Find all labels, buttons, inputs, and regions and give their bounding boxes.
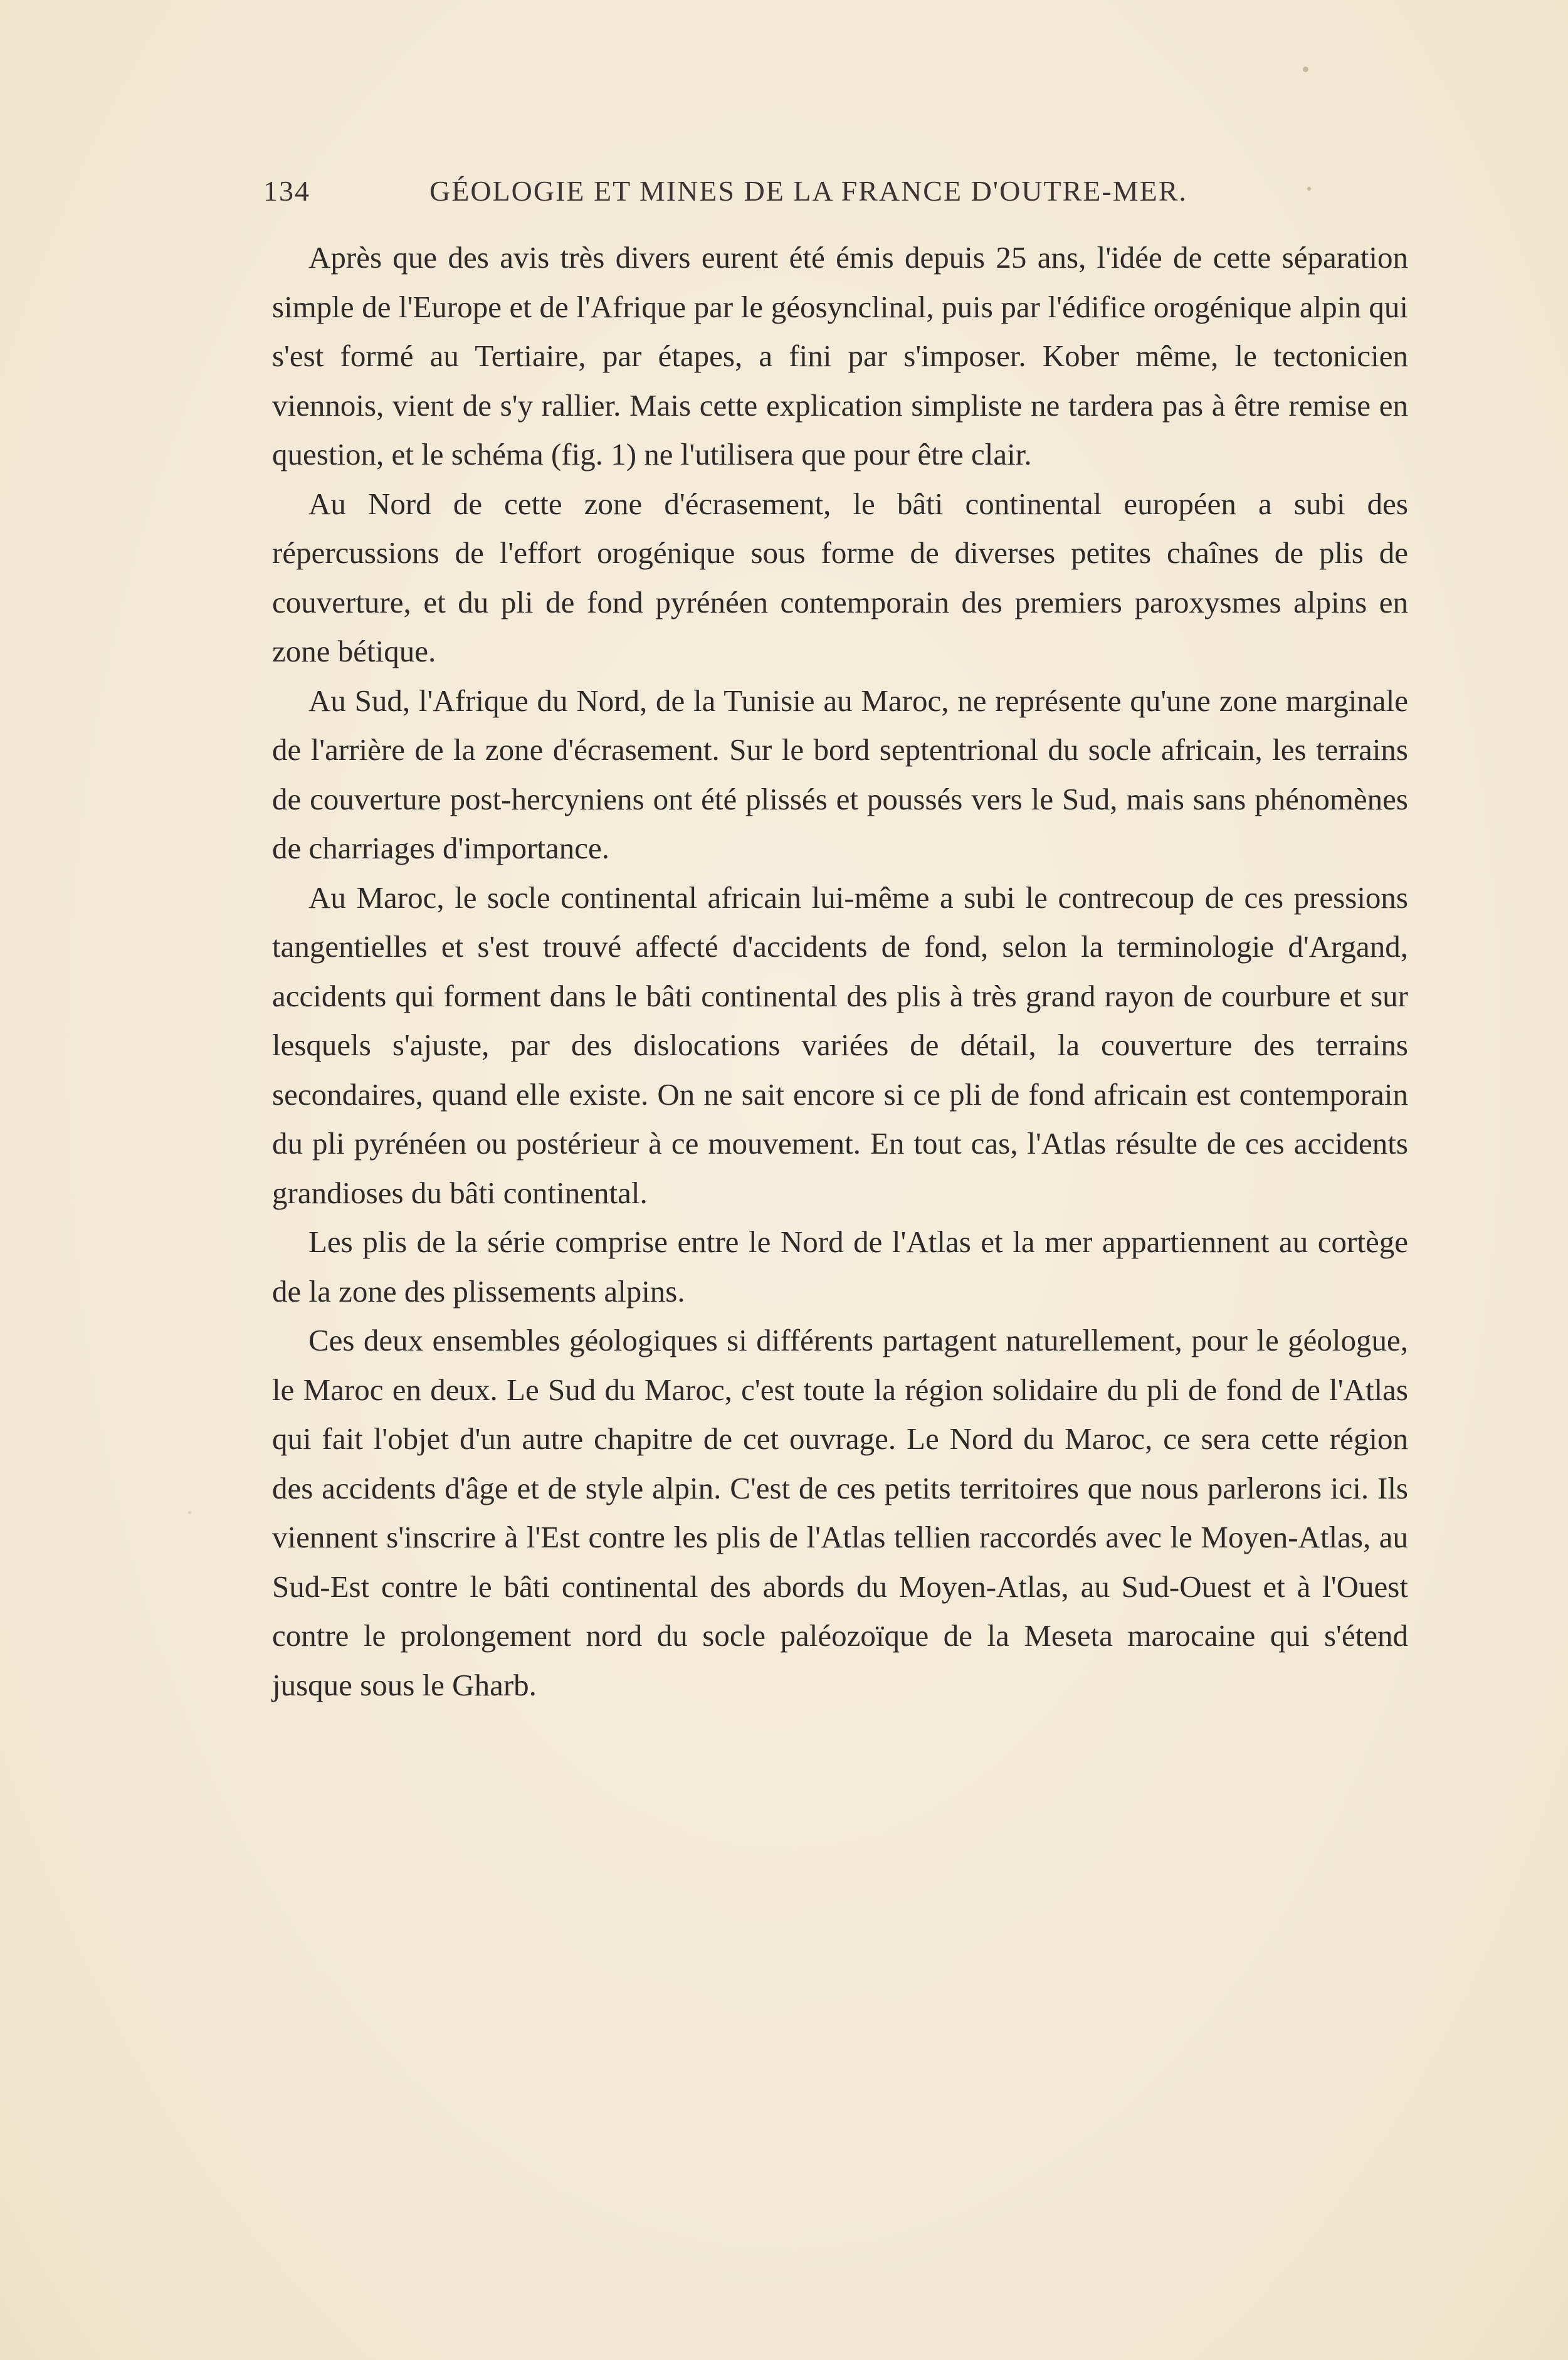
paragraph: Ces deux ensembles géologiques si différents partagent naturellement, pour le géologue, le Maroc en deux. Le Sud du Maroc, c'est toute la région solidaire du pli de fond de l'Atlas qui fait l'objet d'un autre chapitre de cet ouvrage. Le Nord du Maroc, ce sera cette région des accidents d'âge et de style alpin. C'est de ces petits territoires que nous parlerons ici. Ils viennent s'inscrire à l'Est contre les plis de l'Atlas tellien raccordés avec le Moyen-Atlas, au Sud-Est contre le bâti continental des abords du Moyen-Atlas, au Sud-Ouest et à l'Ouest contre le prolongement nord du socle paléozoïque de la Meseta marocaine qui s'étend jusque sous le Gharb. bbox=[272, 1323, 1408, 1702]
paragraph: Les plis de la série comprise entre le Nord de l'Atlas et la mer appartiennent au cortège de la zone des plissements alpins. bbox=[272, 1225, 1408, 1309]
paragraph: Au Nord de cette zone d'écrasement, le bâti continental européen a subi des répercussions de l'effort orogénique sous forme de diverses petites chaînes de plis de couverture, et du pli de fond pyrénéen contemporain des premiers paroxysmes alpins en zone bétique. bbox=[272, 486, 1408, 668]
page-number: 134 bbox=[263, 175, 310, 207]
paragraph: Après que des avis très divers eurent été émis depuis 25 ans, l'idée de cette séparation simple de l'Europe et de l'Afrique par le géosynclinal, puis par l'édifice orogénique alpin qui s'est formé au Tertiaire, par étapes, a fini par s'imposer. Kober même, le tectonicien viennois, vient de s'y rallier. Mais cette explication simpliste ne tardera pas à être remise en question, et le schéma (fig. 1) ne l'utilisera que pour être clair. bbox=[272, 240, 1408, 471]
paragraph: Au Maroc, le socle continental africain lui-même a subi le contrecoup de ces pressions tangentielles et s'est trouvé affecté d'accidents de fond, selon la terminologie d'Argand, accidents qui forment dans le bâti continental des plis à très grand rayon de courbure et sur lesquels s'ajuste, par des dislocations variées de détail, la couverture des terrains secondaires, quand elle existe. On ne sait encore si ce pli de fond africain est contemporain du pli pyrénéen ou postérieur à ce mouvement. En tout cas, l'Atlas résulte de ces accidents grandioses du bâti continental. bbox=[272, 880, 1408, 1210]
running-title: GÉOLOGIE ET MINES DE LA FRANCE D'OUTRE-MER. bbox=[429, 175, 1187, 207]
paragraph: Au Sud, l'Afrique du Nord, de la Tunisie au Maroc, ne représente qu'une zone marginale de l'arrière de la zone d'écrasement. Sur le bord septentrional du socle africain, les terrains de couverture post-hercyniens ont été plissés et poussés vers le Sud, mais sans phénomènes de charriages d'importance. bbox=[272, 683, 1408, 865]
paper-speck bbox=[1303, 66, 1308, 72]
body-text bbox=[272, 233, 1408, 1710]
paper-speck bbox=[1307, 187, 1311, 191]
paper-speck bbox=[188, 1511, 191, 1514]
running-header bbox=[263, 174, 1285, 212]
